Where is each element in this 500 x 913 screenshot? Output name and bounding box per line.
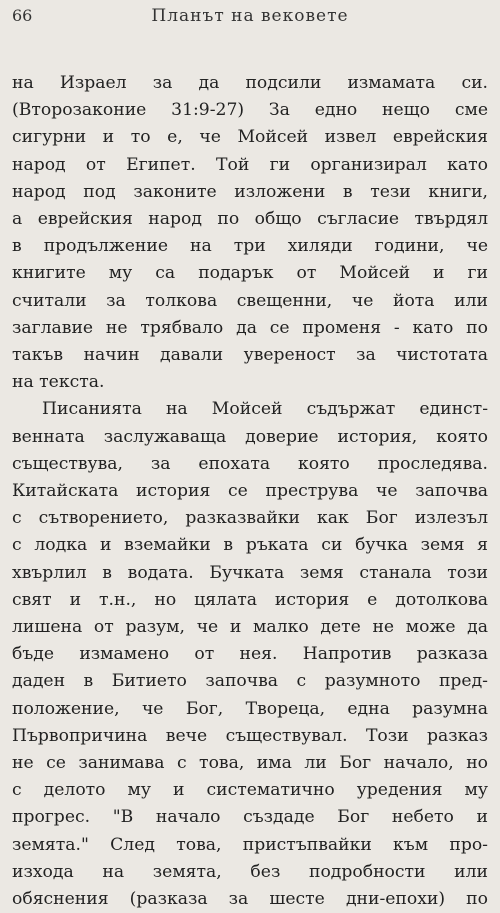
text-line: на Израел за да подсили измамата си. [12, 73, 488, 93]
page-number: 66 [12, 6, 33, 25]
text-line: изхода на земята, без подробности или [12, 861, 488, 882]
text-line: с лодка и вземайки в ръката си бучка земя я [12, 535, 488, 556]
text-line: хвърлил в водата. Бучката земя станала този [12, 562, 488, 583]
text-line: даден в Битието започва с разумното пред- [12, 671, 488, 692]
text-line: лишена от разум, че и малко дете не може да [12, 617, 488, 638]
text-line: народ от Египет. Той ги организирал като [12, 154, 488, 175]
paragraph [12, 70, 488, 396]
text-line: Китайската история се преструва че започва [12, 481, 488, 502]
text-line: Писанията на Мойсей съдържат единст- [42, 399, 488, 420]
text-line: с сътворението, разказвайки как Бог излезъл [12, 508, 488, 529]
text-line: земята." След това, пристъпвайки към про- [12, 834, 488, 855]
text-line: не се занимава с това, има ли Бог начало, но [12, 753, 488, 774]
text-line: положение, че Бог, Твореца, една разумна [12, 698, 488, 719]
text-line: книгите му са подарък от Мойсей и ги [12, 263, 488, 284]
text-line: с делото му и систематично уредения му [12, 780, 488, 801]
text-line: заглавие не трябвало да се променя - като по [12, 317, 488, 338]
text-line: такъв начин давали увереност за чистотата [12, 345, 488, 366]
text-line: свят и т.н., но цялата история е дотолкова [12, 589, 488, 610]
body-text [12, 70, 488, 913]
text-line: народ под законите изложени в тези книги, [12, 181, 488, 202]
text-line: венната заслужаваща доверие история, която [12, 426, 488, 447]
paragraph [12, 396, 488, 913]
text-line: на текста. [12, 372, 105, 393]
text-line: бъде измамено от нея. Напротив разказа [12, 644, 488, 665]
text-line: в продължение на три хиляди години, че [12, 236, 488, 257]
page-header [12, 6, 488, 32]
text-line: съществува, за епохата която проследява. [12, 453, 488, 474]
text-line: (Второзаконие 31:9-27) За едно нещо сме [12, 100, 488, 121]
text-line: обяснения (разказа за шесте дни-епохи) по [12, 889, 488, 910]
text-line: сигурни и то е, че Мойсей извел еврейския [12, 127, 488, 148]
text-line: а еврейския народ по общо съгласие твърдял [12, 209, 488, 230]
text-line: Първопричина вече съществувал. Този разказ [12, 725, 488, 746]
text-line: прогрес. "В начало създаде Бог небето и [12, 807, 488, 828]
running-title: Планът на вековете [151, 6, 349, 26]
text-line: считали за толкова свещенни, че йота или [12, 290, 488, 311]
